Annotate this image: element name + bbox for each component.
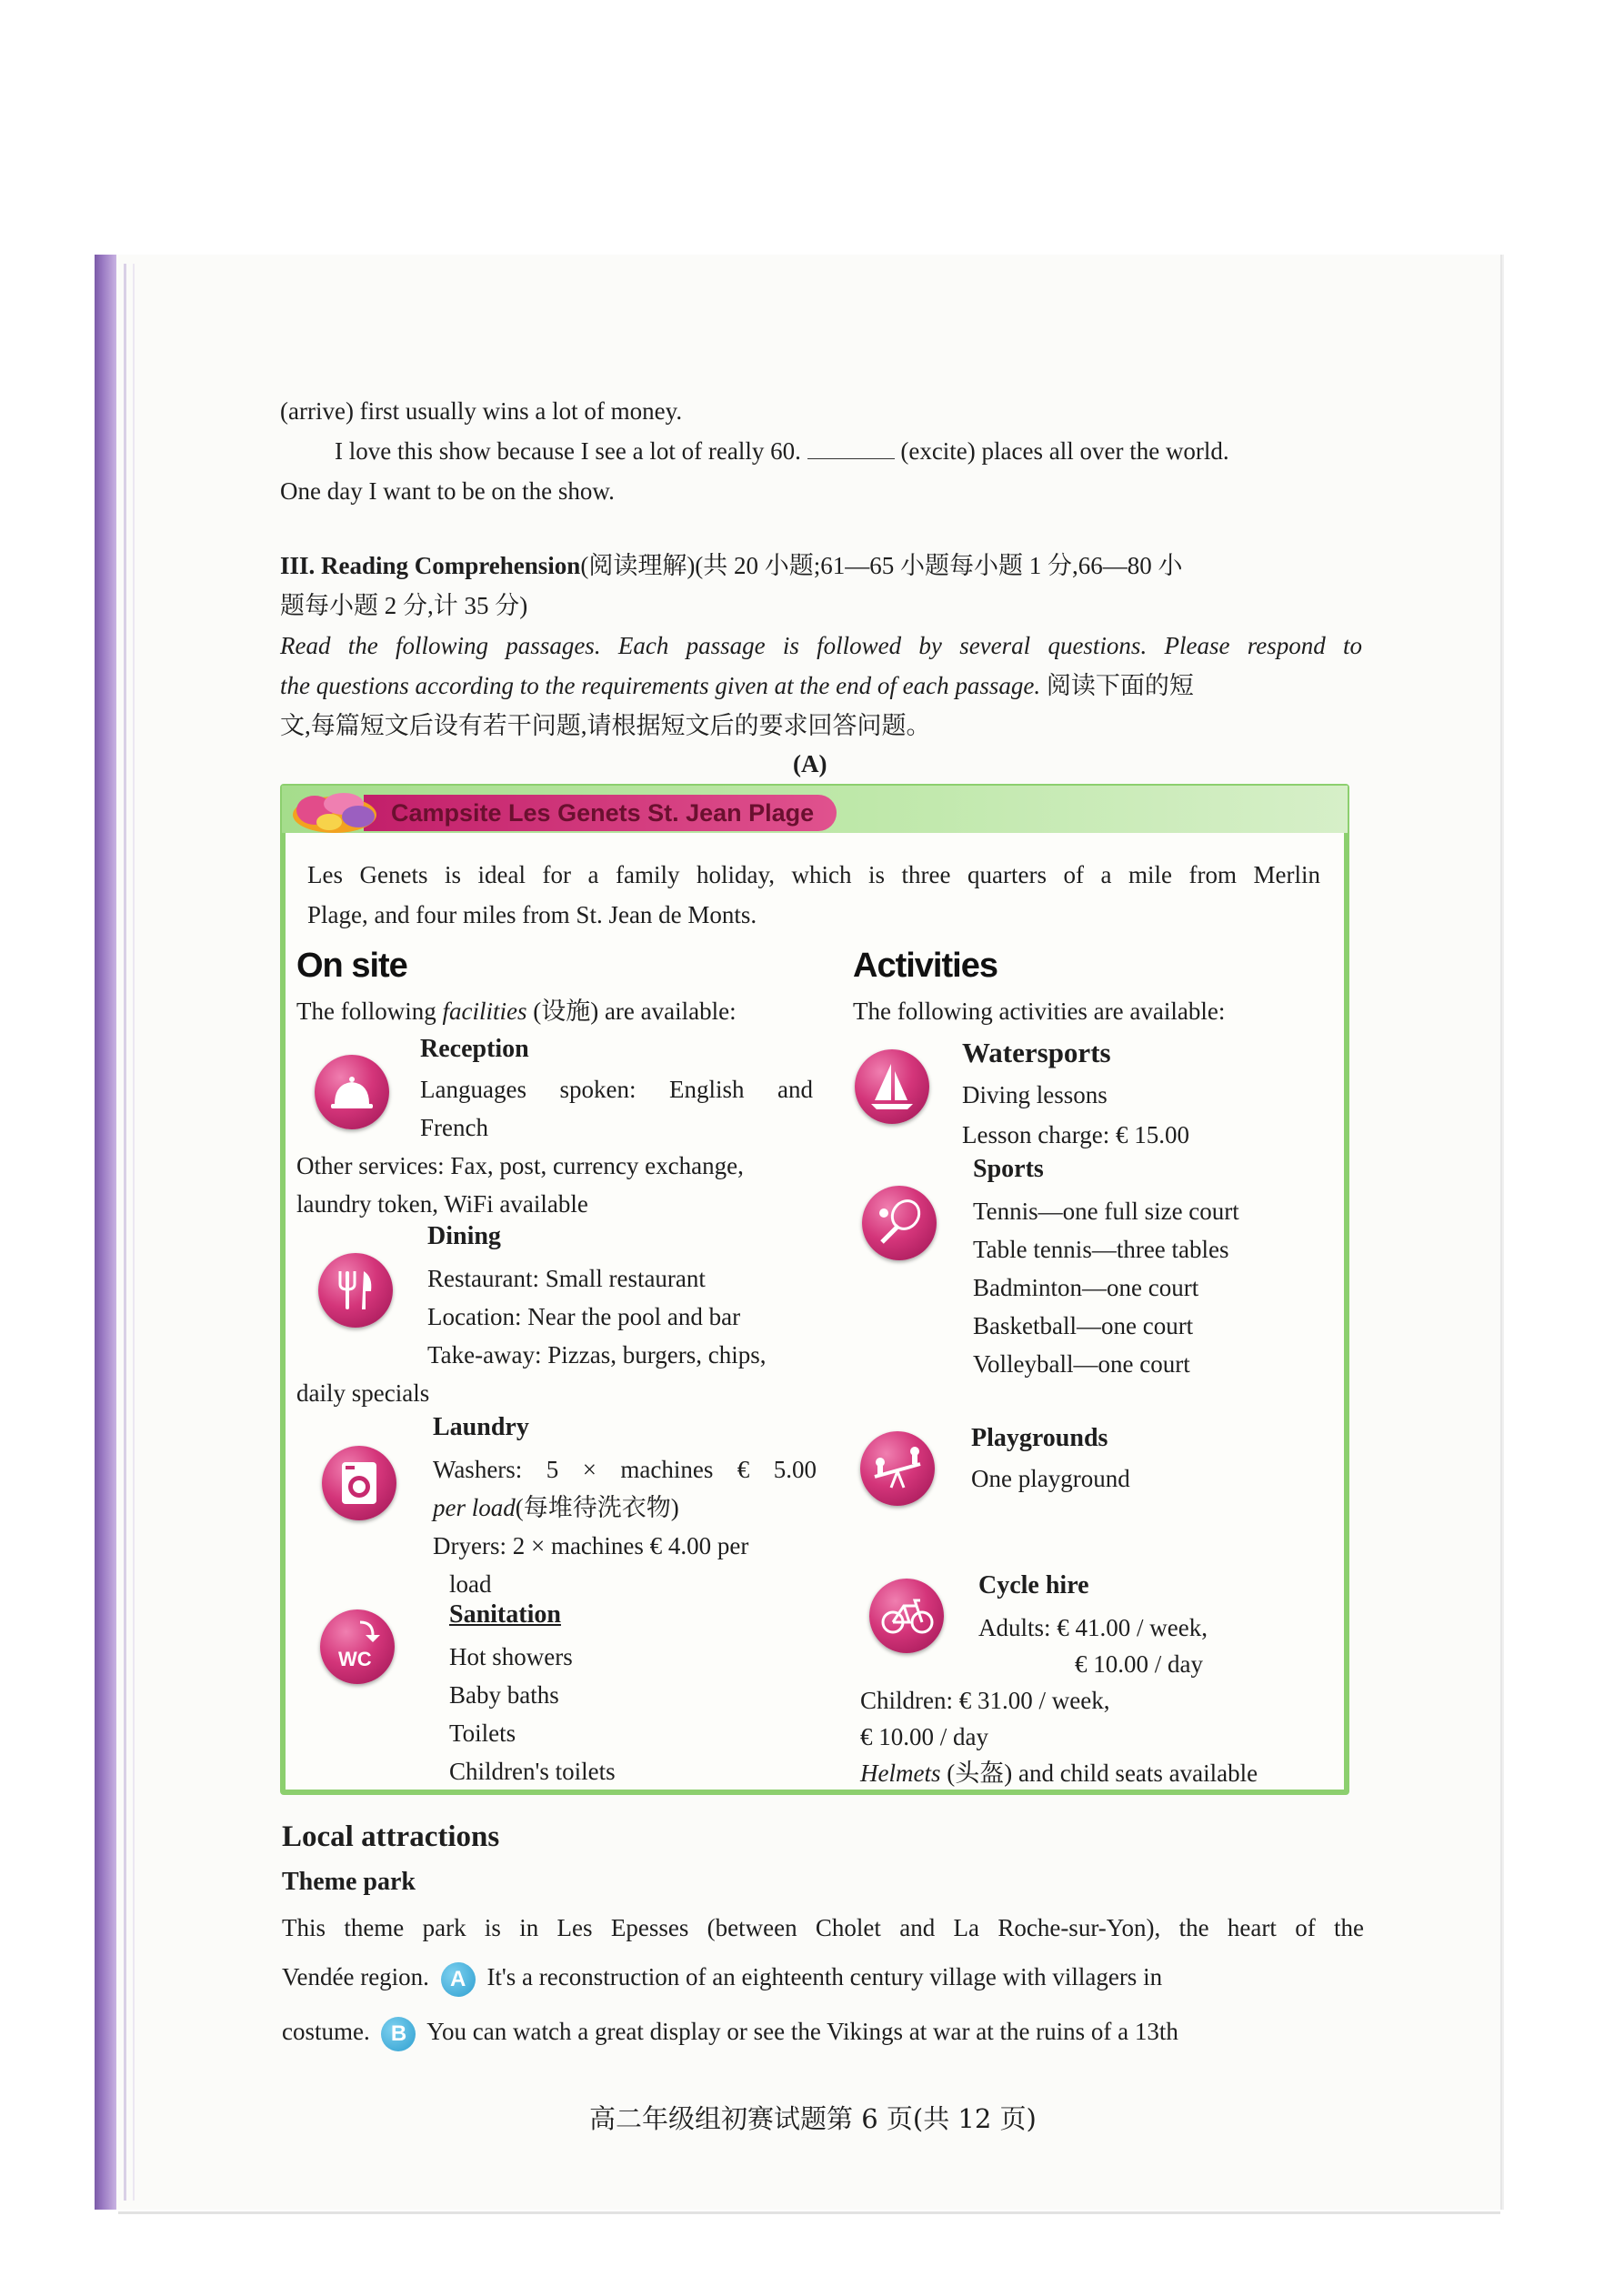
sports-title: Sports <box>973 1155 1044 1183</box>
seesaw-icon <box>860 1431 935 1506</box>
section-heading-cont: 题每小题 2 分,计 35 分) <box>280 592 528 619</box>
laundry-line: Washers: 5 × machines € 5.00 <box>433 1456 817 1483</box>
tennis-racket-icon <box>862 1186 937 1260</box>
campsite-title: Campsite Les Genets St. Jean Plage <box>391 799 815 827</box>
dining-line: Take-away: Pizzas, burgers, chips, <box>427 1341 767 1369</box>
reception-line: laundry token, WiFi available <box>296 1190 588 1218</box>
cutlery-icon <box>318 1253 393 1328</box>
campsite-logo-icon <box>287 787 387 833</box>
text-fragment: facilities <box>442 998 527 1025</box>
page-footer: 高二年级组初赛试题第 6 页(共 12 页) <box>589 2103 1037 2134</box>
section-heading-en: III. Reading Comprehension <box>280 552 581 579</box>
sports-line: Badminton—one court <box>973 1274 1199 1301</box>
text-fragment: (设施) are available: <box>533 998 737 1025</box>
bell-icon <box>315 1055 389 1129</box>
sports-line: Tennis—one full size court <box>973 1198 1239 1225</box>
reception-title: Reception <box>420 1035 529 1063</box>
text-fragment: costume. <box>282 2018 370 2045</box>
shower-wc-icon <box>320 1609 395 1684</box>
sanitation-line: Baby baths <box>449 1681 559 1709</box>
gap-marker-a[interactable]: A <box>441 1962 476 1997</box>
text-fragment: Helmets <box>860 1760 941 1787</box>
cycle-hire-line: € 10.00 / day <box>860 1723 988 1750</box>
section-heading-cn: (阅读理解)(共 20 小题;61—65 小题每小题 1 分,66—80 小 <box>580 552 1183 579</box>
book-spine <box>95 255 116 2210</box>
local-attractions-heading: Local attractions <box>282 1820 500 1853</box>
text-fragment: The following <box>296 998 436 1025</box>
sanitation-title: Sanitation <box>449 1600 561 1629</box>
laundry-line <box>433 1488 679 1528</box>
playgrounds-title: Playgrounds <box>971 1424 1108 1452</box>
reception-line: Other services: Fax, post, currency exchange, <box>296 1152 744 1179</box>
watersports-line: Lesson charge: € 15.00 <box>962 1121 1189 1148</box>
theme-park-heading: Theme park <box>282 1868 416 1896</box>
sports-line: Basketball—one court <box>973 1312 1194 1339</box>
cycle-hire-line: Adults: € 41.00 / week, <box>978 1614 1208 1641</box>
campsite-intro: Les Genets is ideal for a family holiday, which is three quarters of a mile from Merlin <box>307 861 1320 888</box>
text-fragment: I love this show because I see a lot of really 60. <box>335 437 801 465</box>
section-heading <box>280 546 1183 586</box>
page-bottom-edge <box>118 2211 1500 2214</box>
laundry-line: Dryers: 2 × machines € 4.00 per <box>433 1532 749 1559</box>
dining-line: daily specials <box>296 1379 430 1407</box>
onsite-heading: On site <box>296 947 407 985</box>
text-fragment: (每堆待洗衣物) <box>515 1494 679 1521</box>
activities-lead: The following activities are available: <box>853 998 1226 1025</box>
dining-line: Restaurant: Small restaurant <box>427 1265 706 1292</box>
reception-line: Languages spoken: English and <box>420 1076 813 1103</box>
page-edge <box>133 264 135 2201</box>
sanitation-line: Toilets <box>449 1719 516 1747</box>
text-line <box>335 431 1229 471</box>
instructions-fragment: the questions according to the requirements given at the end of each passage. <box>280 672 1041 699</box>
instructions-line: Read the following passages. Each passage is followed by several questions. Please respond to <box>280 632 1362 659</box>
part-label: (A) <box>793 750 827 777</box>
theme-park-text <box>282 1957 1162 1997</box>
sports-line: Table tennis—three tables <box>973 1236 1229 1263</box>
theme-park-text: This theme park is in Les Epesses (between Cholet and La Roche-sur-Yon), the heart of the <box>282 1914 1364 1941</box>
cycle-hire-title: Cycle hire <box>978 1571 1089 1599</box>
theme-park-text <box>282 2011 1178 2051</box>
cycle-hire-line <box>860 1753 1258 1793</box>
text-fragment: per load <box>433 1494 516 1521</box>
cycle-hire-line: Children: € 31.00 / week, <box>860 1687 1110 1714</box>
gap-marker-b[interactable]: B <box>381 2017 416 2051</box>
onsite-lead <box>296 991 737 1031</box>
watersports-title: Watersports <box>962 1037 1111 1068</box>
text-fragment: Vendée region. <box>282 1963 429 1990</box>
campsite-intro: Plage, and four miles from St. Jean de Monts. <box>307 901 757 928</box>
watersports-line: Diving lessons <box>962 1081 1108 1108</box>
text-fragment: You can watch a great display or see the Vikings at war at the ruins of a 13th <box>426 2018 1178 2045</box>
washing-machine-icon <box>322 1446 396 1520</box>
bicycle-icon <box>869 1579 944 1653</box>
page-edge <box>124 264 126 2201</box>
sanitation-line: Hot showers <box>449 1643 573 1670</box>
sports-line: Volleyball—one court <box>973 1350 1190 1378</box>
text-line: (arrive) first usually wins a lot of money. <box>280 397 683 425</box>
reception-line: French <box>420 1114 488 1141</box>
cycle-hire-line: € 10.00 / day <box>1075 1650 1203 1678</box>
laundry-line: load <box>449 1570 492 1598</box>
svg-text:WC: WC <box>338 1648 372 1670</box>
dining-title: Dining <box>427 1222 501 1250</box>
laundry-title: Laundry <box>433 1413 529 1441</box>
answer-blank-60[interactable] <box>807 438 895 459</box>
text-fragment: (头盔) and child seats available <box>947 1760 1258 1787</box>
instructions-fragment: 阅读下面的短 <box>1046 672 1194 699</box>
instructions-line <box>280 666 1194 706</box>
playgrounds-line: One playground <box>971 1465 1130 1492</box>
text-line: One day I want to be on the show. <box>280 477 615 505</box>
sanitation-line: Children's toilets <box>449 1758 616 1785</box>
dining-line: Location: Near the pool and bar <box>427 1303 741 1330</box>
text-fragment: (excite) places all over the world. <box>900 437 1229 465</box>
instructions-line: 文,每篇短文后设有若干问题,请根据短文后的要求回答问题。 <box>280 712 931 739</box>
sailboat-icon <box>855 1049 929 1124</box>
text-fragment: It's a reconstruction of an eighteenth century village with villagers in <box>486 1963 1163 1990</box>
activities-heading: Activities <box>853 947 997 985</box>
